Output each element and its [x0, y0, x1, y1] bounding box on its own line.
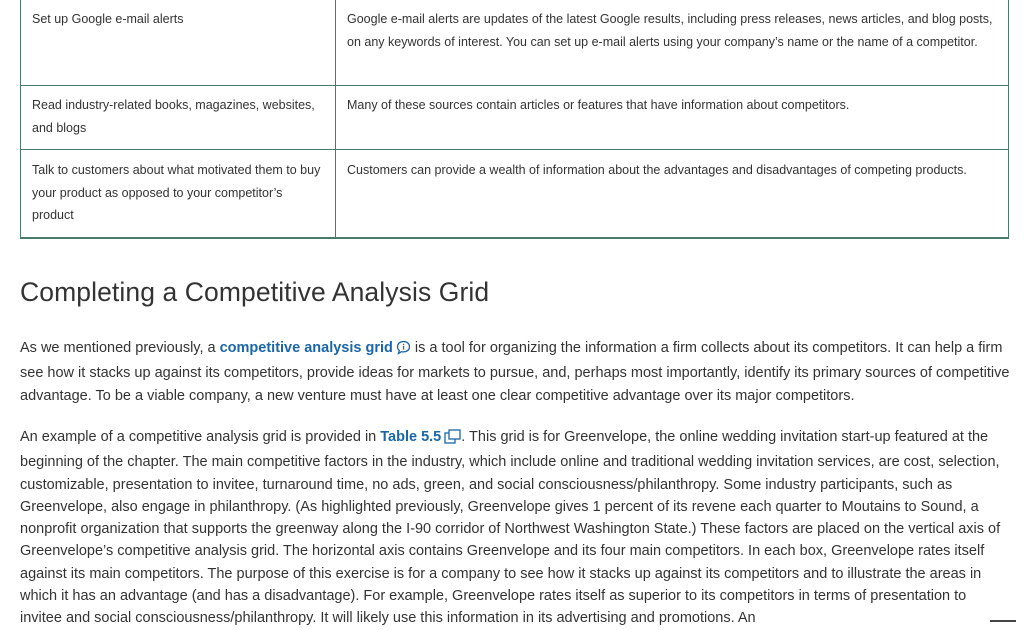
- table-row: [21, 150, 1009, 239]
- table-row: [21, 0, 1009, 86]
- table-cell-description: Many of these sources contain articles or features that have information about competitors.: [336, 86, 1009, 150]
- paragraph-text: is a tool for organizing the information a firm collects about its competitors. It can help a firm see how it stacks up against its competitors, provide ideas for markets to pursue, and, perhaps most importantly, identify its primary sources of competitive advantage. To be a viable company, a new venture must have at least one clear competitive advantage over its major competitors.: [20, 340, 1010, 404]
- paragraph-text: An example of a competitive analysis grid is provided in: [20, 429, 381, 445]
- example-paragraph: [20, 426, 1010, 630]
- competitor-info-table-wrapper: [20, 0, 1008, 239]
- paragraph-text: . This grid is for Greenvelope, the online wedding invitation start-up featured at the beginning of the chapter. The main competitive factors in the industry, which include online and traditional wedding invitation services, are cost, selection, customizable, presentation to invitee, turnaround time, no ads, green, and social consciousness/philanthropy. Some industry participants, such as Greenvelope, also engage in philanthropy. (As highlighted previously, Greenvelope gives 1 percent of its revene each quarter to Moutains to Sound, a nonprofit organization that supports the greenway along the I-90 corridor of Northwest Washington State.) These factors are placed on the vertical axis of Greenvelope’s competitive analysis grid. The horizontal axis contains Greenvelope and its four main competitors. In each box, Greenvelope rates itself against its main competitors. The purpose of this exercise is for a company to see how it stacks up against its competitors and to illustrate the areas in which it has an advantage (and has a disadvantage). For example, Greenvelope rates itself as superior to its competitors in terms of presentation to invitee and social consciousness/philanthropy. It will likely use this information in its advertising and promotions. An: [20, 429, 1001, 627]
- table-cell-method: Set up Google e-mail alerts: [21, 0, 336, 86]
- table-cell-method: Talk to customers about what motivated them to buy your product as opposed to your competitor’s product: [21, 150, 336, 239]
- scroll-indicator: [990, 620, 1016, 622]
- paragraph-text: As we mentioned previously, a: [20, 340, 220, 356]
- table-reference-link[interactable]: Table 5.5: [380, 429, 442, 445]
- table-cell-method: Read industry-related books, magazines, websites, and blogs: [21, 86, 336, 150]
- competitor-info-table: [20, 0, 1009, 239]
- table-cell-description: Customers can provide a wealth of information about the advantages and disadvantages of competing products.: [336, 150, 1009, 239]
- intro-paragraph: [20, 337, 1010, 407]
- table-cell-description: Google e-mail alerts are updates of the latest Google results, including press releases, news articles, and blog posts, on any keywords of interest. You can set up e-mail alerts using your company’s name or the name of a competitor.: [336, 0, 1009, 86]
- glossary-term-link[interactable]: competitive analysis grid: [219, 340, 393, 356]
- section-heading: Completing a Competitive Analysis Grid: [20, 277, 490, 307]
- table-reference-icon[interactable]: [444, 429, 461, 451]
- info-bubble-icon[interactable]: [396, 340, 411, 362]
- table-row: [21, 86, 1009, 150]
